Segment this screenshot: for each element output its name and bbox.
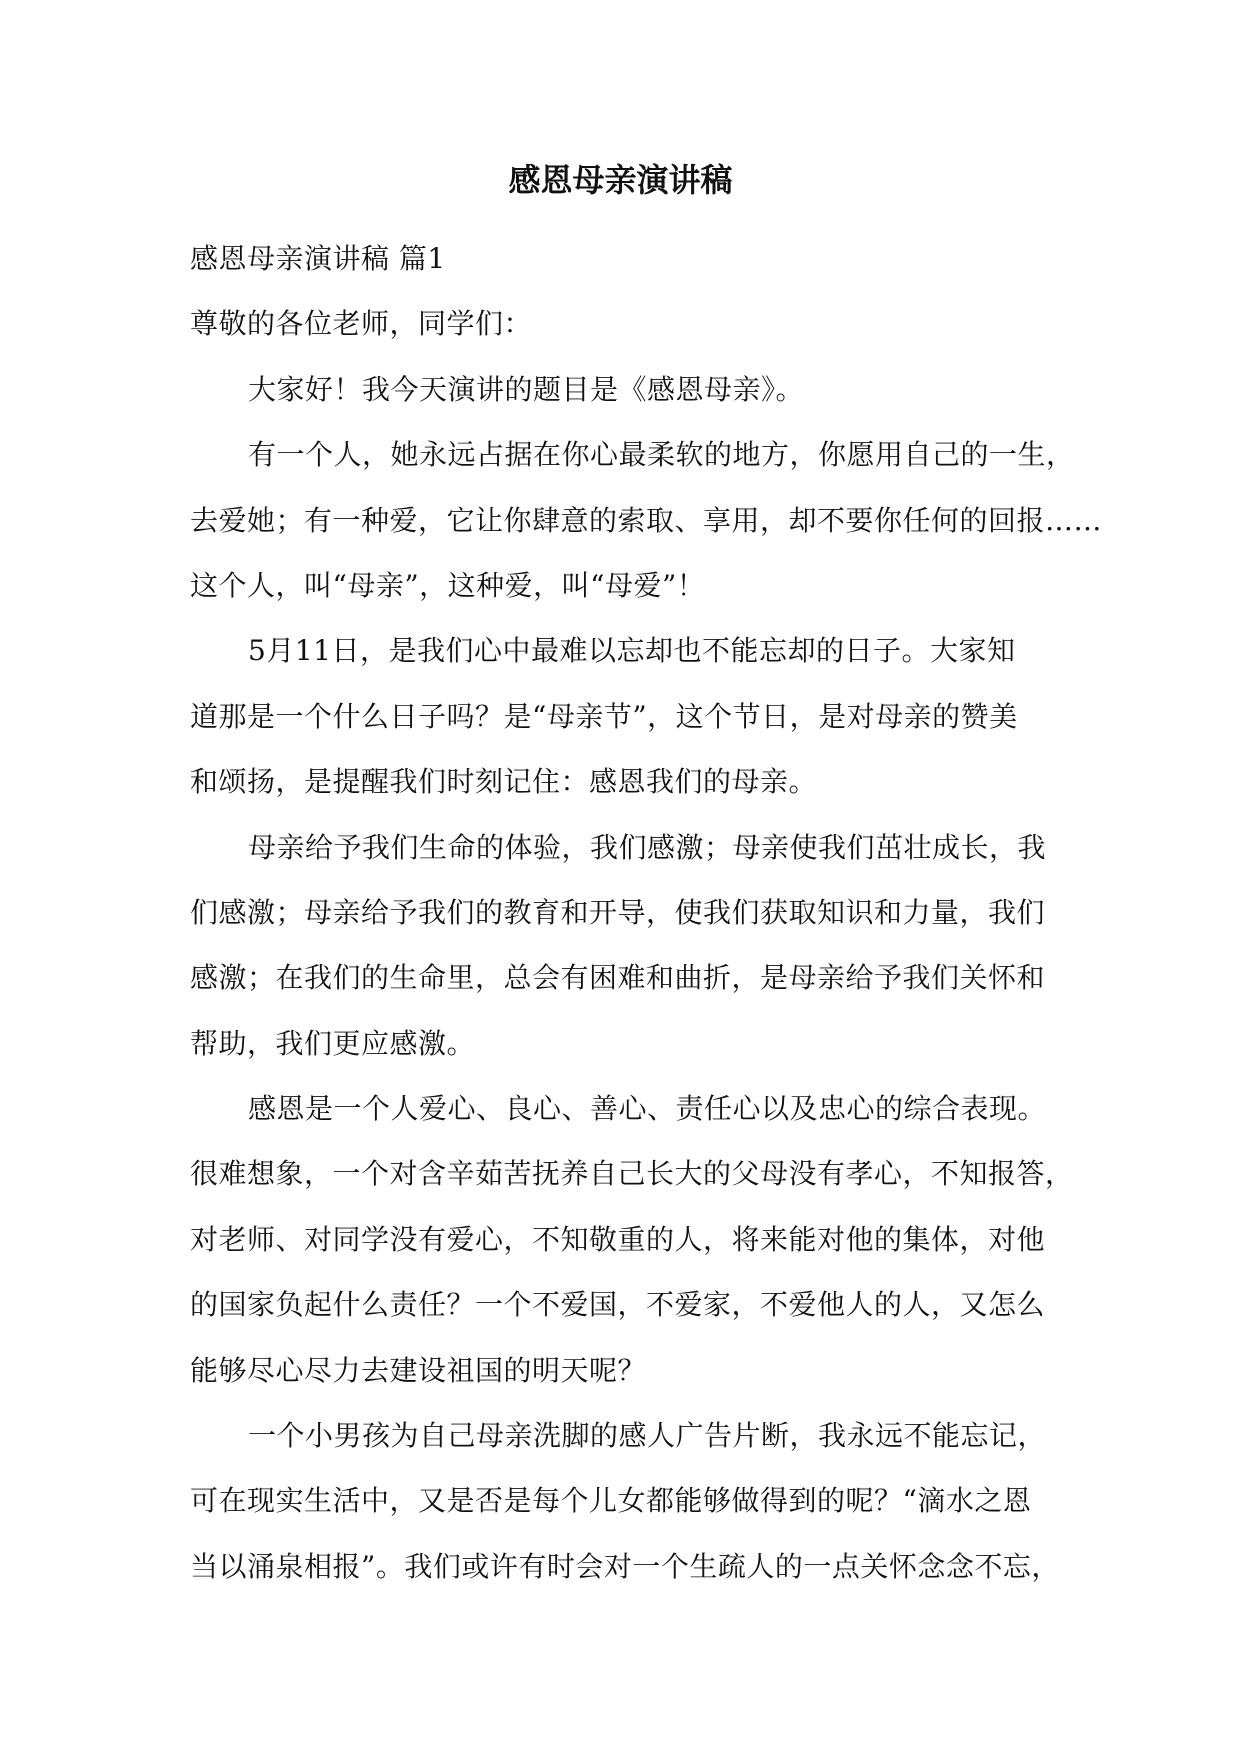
text-line: 5月11日，是我们心中最难以忘却也不能忘却的日子。大家知: [248, 634, 1016, 668]
text-line: 们感激；母亲给予我们的教育和开导，使我们获取知识和力量，我们: [190, 895, 1046, 929]
text-line: 有一个人，她永远占据在你心最柔软的地方，你愿用自己的一生，: [248, 438, 1075, 472]
text-line: 的国家负起什么责任？一个不爱国，不爱家，不爱他人的人，又怎么: [190, 1288, 1046, 1322]
document-body: [190, 226, 1103, 1599]
text-line: 感激；在我们的生命里，总会有困难和曲折，是母亲给予我们关怀和: [190, 961, 1046, 995]
document-title: 感恩母亲演讲稿: [508, 161, 733, 199]
text-line: 和颂扬，是提醒我们时刻记住：感恩我们的母亲。: [190, 765, 818, 799]
text-line: 这个人，叫“母亲”，这种爱，叫“母爱”！: [190, 568, 706, 602]
text-line: 大家好！我今天演讲的题目是《感恩母亲》。: [248, 372, 805, 406]
salutation-line: 尊敬的各位老师，同学们：: [190, 307, 533, 341]
subtitle-line: 感恩母亲演讲稿 篇1: [190, 242, 446, 275]
text-line: 母亲给予我们生命的体验，我们感激；母亲使我们茁壮成长，我: [248, 830, 1047, 864]
text-line: 对老师、对同学没有爱心，不知敬重的人，将来能对他的集体，对他: [190, 1222, 1046, 1256]
text-line: 很难想象，一个对含辛茹苦抚养自己长大的父母没有孝心，不知报答，: [190, 1157, 1074, 1191]
text-line: 能够尽心尽力去建设祖国的明天呢？: [190, 1353, 647, 1387]
text-line: 当以涌泉相报”。我们或许有时会对一个生疏人的一点关怀念念不忘，: [190, 1549, 1060, 1583]
text-line: 感恩是一个人爱心、良心、善心、责任心以及忠心的综合表现。: [248, 1092, 1047, 1126]
text-line: 可在现实生活中，又是否是每个儿女都能够做得到的呢？“滴水之恩: [190, 1484, 1032, 1518]
text-line: 一个小男孩为自己母亲洗脚的感人广告片断，我永远不能忘记，: [248, 1419, 1047, 1453]
text-line: 去爱她；有一种爱，它让你肆意的索取、享用，却不要你任何的回报……: [190, 503, 1103, 537]
text-line: 道那是一个什么日子吗？是“母亲节”，这个节日，是对母亲的赞美: [190, 699, 1018, 733]
text-line: 帮助，我们更应感激。: [190, 1026, 476, 1060]
